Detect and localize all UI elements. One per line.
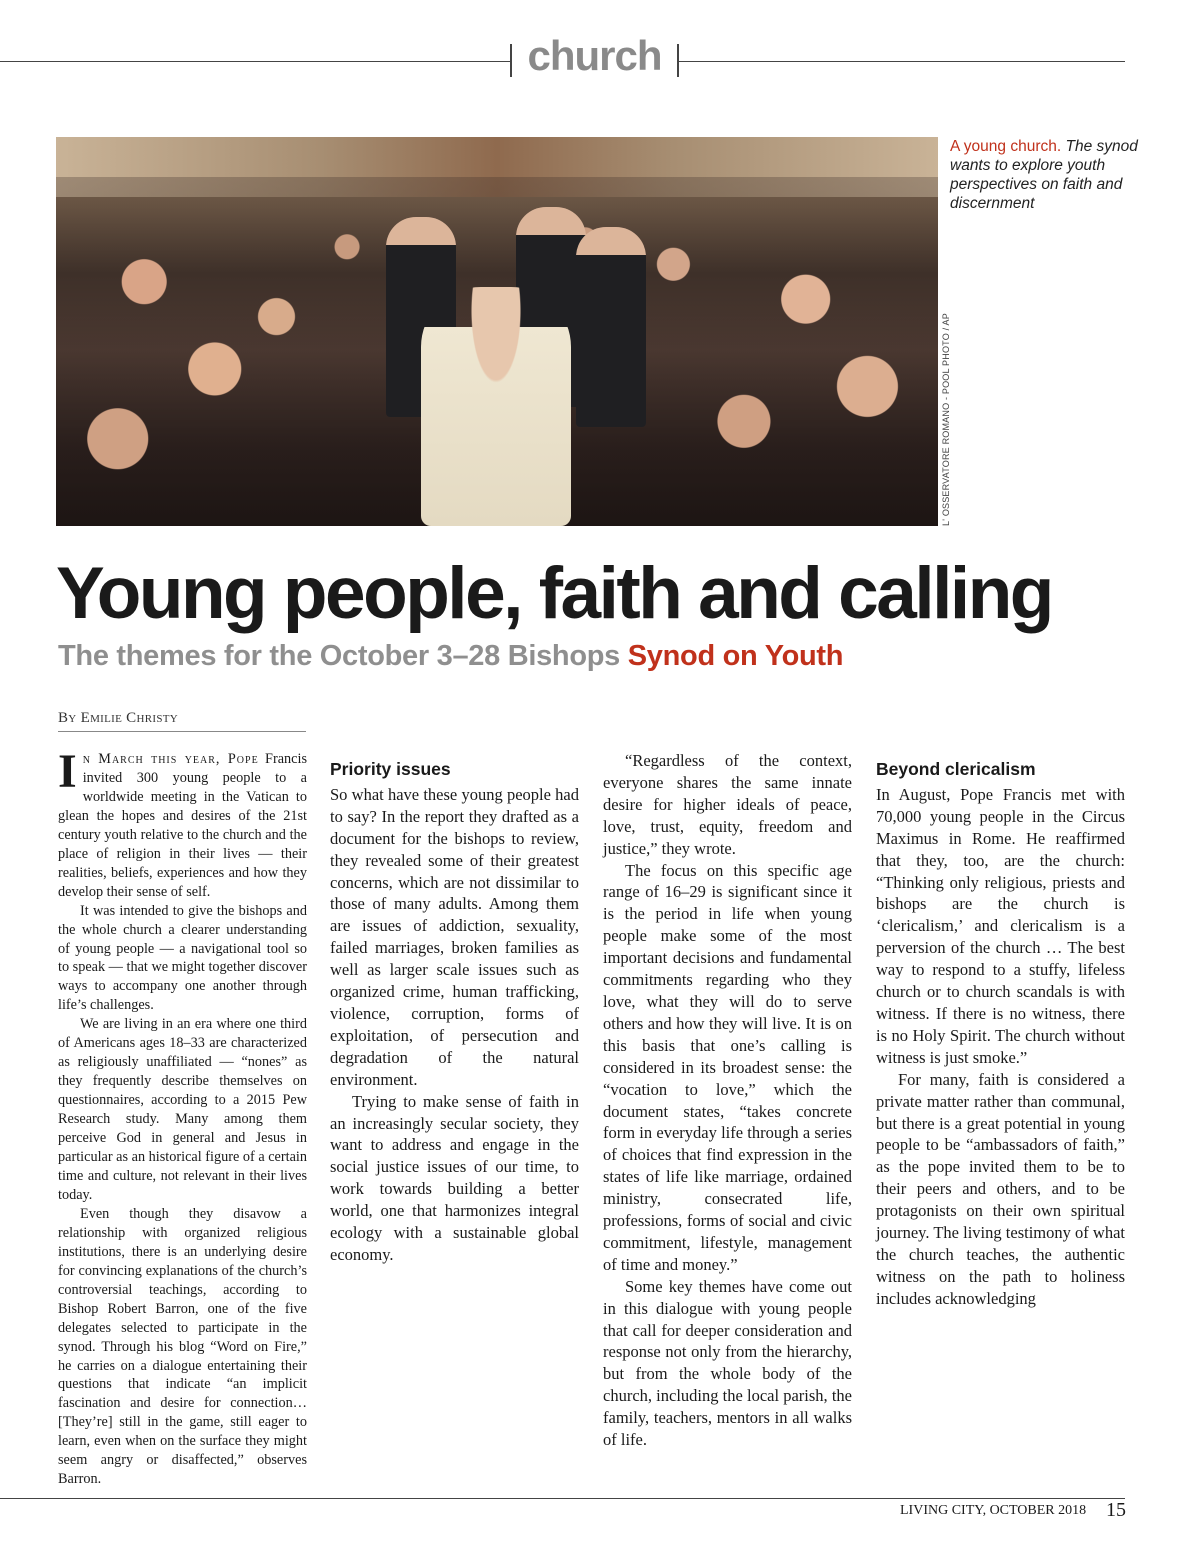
photo-aide [576,227,646,427]
section-rule-left [0,61,510,62]
footer-rule [0,1498,1125,1499]
page-number: 15 [1106,1499,1126,1521]
byline-prefix: By [58,710,81,726]
byline-author: Emilie Christy [80,710,178,726]
drop-cap: I [58,745,77,798]
article-paragraph: So what have these young people had to say? In the report they drafted as a document for the bishops to review, they revealed some of their greatest concerns, which are not dissimilar to those of many adults. Among them are issues of addiction, sexuality, failed marriages, broken families as well as larger scale issues such as organized crime, human trafficking, violence, corruption, forms of exploitation, of persecution and degradation of the natural environment. [330,784,579,1089]
subhead-accent: Synod on Youth [627,640,844,672]
opener-small-caps: n March this year, Pope [82,751,259,767]
subheading-beyond-clericalism: Beyond clericalism [876,759,1036,779]
subheading-priority-issues: Priority issues [330,759,451,779]
article-paragraph: Trying to make sense of faith in an increasingly secular society, they want to address and engage in the social justice issues of our time, to work towards building a better world, one that harmonizes integral ecology with a sustainable global economy. [330,1091,579,1264]
article-paragraph: Some key themes have come out in this dialogue with young people that call for deeper consideration and response not only from the hierarchy, but from the whole body of the church, including the local parish, the family, teachers, mentors in all walks of life. [603,1276,852,1450]
article-headline: Young people, faith and calling [56,553,1052,634]
article-column-1 [58,745,308,1489]
article-column-2 [330,750,579,1266]
article-column-4 [876,750,1125,1310]
section-rule-right [679,61,1125,62]
article-paragraph: In August, Pope Francis met with 70,000 young people in the Circus Maximus in Rome. He reaffirmed that they, too, are the church: “Thinking only religious, priests and bishops are the church is ‘clericalism,’ and clericalism is a perversion of the church … The best way to respond to a stuffy, lifeless church or to church scandals is with witness. If there is no witness, there is no Holy Spirit. The church without witness is just smoke.” [876,784,1125,1067]
photo-pope-with-crowd [56,137,938,526]
paragraph-text: Francis invited 300 young people to a worldwide meeting in the Vatican to glean the hopes and desires of the 21st century youth relative to the church and the place of religion in their lives — their realities, beliefs, experiences and how they develop their sense of self. [58,751,308,900]
subhead-main: The themes for the October 3–28 Bishops [58,640,628,672]
photo-credit: L' OSSERVATORE ROMANO - POOL PHOTO / AP [941,313,951,526]
article-paragraph: “Regardless of the context, everyone shares the same innate desire for higher ideals of peace, love, trust, equity, freedom and justice,” they wrote. [603,751,852,858]
article-paragraph: For many, faith is considered a private matter rather than communal, but there is a great potential in young people to be “ambassadors of faith,” as the pope invited them to be to their peers and others, and to be protagonists on their own spiritual journey. The living testimony of what the church teaches, the authentic witness on the path to holiness includes acknowledging [876,1069,1125,1308]
caption-lead: A young church. [950,138,1062,155]
article-paragraph: We are living in an era where one third of Americans ages 18–33 are characterized as religiously unaffiliated — “nones” as they frequently describe themselves on questionnaires, according to a 2015 Pew Research study. Many among them perceive God in general and Jesus in particular as an historical figure of a certain time and culture, not relevant in their lives today. [58,1016,307,1203]
article-paragraph [58,745,308,902]
byline [58,710,306,732]
article-paragraph: It was intended to give the bishops and the whole church a clearer understanding of young people — a navigational tool so to speak — that we might together discover ways to accompany one another through life’s challenges. [58,902,307,1014]
article-paragraph: The focus on this specific age range of 16–29 is significant since it is the period in life when young people make some of the most important decisions and fundamental commitments regarding who they love, what they will do to serve others and how they will live. It is on this basis that one’s calling is considered in its broadest sense: the “vocation to love,” which the document states, “takes concrete form in everyday life through a series of choices that find expression in the states of life like marriage, ordained ministry, consecrated life, professions, forms of social and civic commitment, lifestyle, management of time and money.” [603,860,852,1274]
article-subhead [58,640,1158,673]
photo-caption [950,137,1150,213]
article-column-3 [603,750,852,1451]
photo-pope-figure [421,287,571,526]
footer-publication: LIVING CITY, OCTOBER 2018 [900,1503,1087,1518]
section-label: church [527,32,662,79]
article-paragraph: Even though they disavow a relationship with organized religious institutions, there is an underlying desire for convincing explanations of the church’s controversial teachings, according to Bishop Robert Barron, one of the five delegates selected to participate in the synod. Through his blog “Word on Fire,” he carries on a dialogue entertaining their questions that indicate “an implicit fascination and desire for connection… [They’re] still in the game, still eager to learn, even when on the surface they might seem angry or disaffected,” observes Barron. [58,1205,307,1488]
caption-text: The synod wants to explore youth perspectives on faith and discernment [950,138,1138,212]
